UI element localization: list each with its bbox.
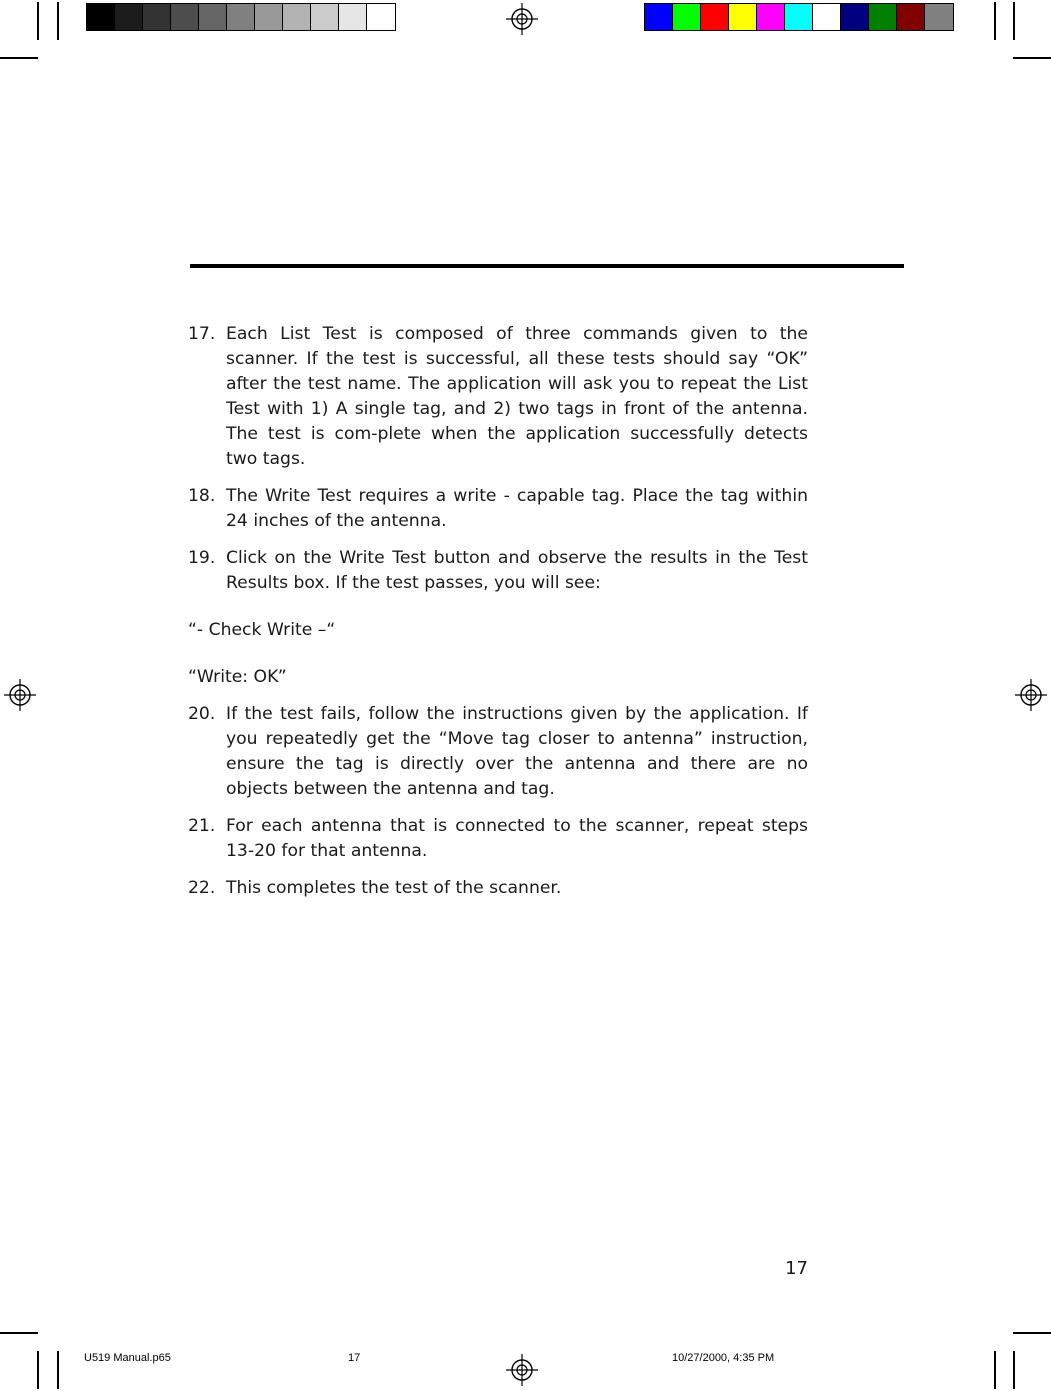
result-line: “- Check Write –“	[188, 620, 336, 640]
crop-mark	[57, 1351, 59, 1389]
list-item	[188, 814, 808, 864]
grayscale-bar	[86, 3, 396, 31]
crop-mark	[37, 2, 39, 40]
registration-mark-icon	[506, 1354, 538, 1386]
list-item	[188, 484, 808, 534]
slug-page: 17	[348, 1352, 361, 1364]
color-swatch	[199, 4, 227, 30]
color-swatch	[785, 4, 813, 30]
step-text: This completes the test of the scanner.	[226, 878, 562, 898]
color-swatch	[673, 4, 701, 30]
crop-mark	[57, 2, 59, 40]
color-swatch	[171, 4, 199, 30]
crop-mark	[1013, 2, 1015, 40]
step-number: 18.	[188, 486, 216, 506]
color-swatch	[813, 4, 841, 30]
list-item	[188, 322, 808, 472]
crop-mark	[994, 1351, 996, 1389]
color-bar	[644, 3, 954, 31]
registration-mark-icon	[4, 679, 36, 711]
slug-timestamp: 10/27/2000, 4:35 PM	[672, 1352, 775, 1364]
step-number: 20.	[188, 704, 216, 724]
color-swatch	[283, 4, 311, 30]
registration-mark-icon	[1015, 679, 1047, 711]
color-swatch	[841, 4, 869, 30]
header-rule	[190, 264, 904, 268]
color-swatch	[115, 4, 143, 30]
step-text: For each antenna that is connected to the scanner, repeat steps 13-20 for that antenna.	[226, 816, 808, 861]
crop-mark	[1013, 57, 1051, 59]
list-item	[188, 702, 808, 802]
step-text: Click on the Write Test button and observe the results in the Test Results box. If the test passes, you will see:	[226, 548, 808, 593]
crop-mark	[0, 1332, 38, 1334]
registration-mark-icon	[506, 3, 538, 35]
color-swatch	[227, 4, 255, 30]
color-swatch	[869, 4, 897, 30]
slug-filename: U519 Manual.p65	[84, 1352, 171, 1364]
color-swatch	[143, 4, 171, 30]
crop-mark	[37, 1351, 39, 1389]
crop-mark	[1013, 1332, 1051, 1334]
page-number: 17	[785, 1258, 808, 1279]
step-number: 22.	[188, 878, 216, 898]
list-item	[188, 876, 808, 901]
color-swatch	[255, 4, 283, 30]
color-swatch	[367, 4, 395, 30]
page-body	[188, 322, 808, 913]
crop-mark	[1013, 1351, 1015, 1389]
color-swatch	[897, 4, 925, 30]
list-item	[188, 546, 808, 596]
color-swatch	[757, 4, 785, 30]
step-text: Each List Test is composed of three commands given to the scanner. If the test is successful, all these tests should say “OK” after the test name. The application will ask you to repeat the List Test with 1) A single tag, and 2) two tags in front of the antenna. The test is com-plete when the application successfully detects two tags.	[226, 324, 808, 469]
color-swatch	[925, 4, 953, 30]
step-text: The Write Test requires a write - capable tag. Place the tag within 24 inches of the antenna.	[226, 486, 808, 531]
color-swatch	[701, 4, 729, 30]
step-number: 19.	[188, 548, 216, 568]
crop-mark	[994, 2, 996, 40]
color-swatch	[729, 4, 757, 30]
step-number: 21.	[188, 816, 216, 836]
step-number: 17.	[188, 324, 216, 344]
crop-mark	[0, 57, 38, 59]
color-swatch	[339, 4, 367, 30]
step-text: If the test fails, follow the instructions given by the application. If you repeatedly get the “Move tag closer to antenna” instruction, ensure the tag is directly over the antenna and there are no objects between the antenna and tag.	[226, 704, 808, 799]
color-swatch	[87, 4, 115, 30]
color-swatch	[311, 4, 339, 30]
result-line: “Write: OK”	[188, 667, 287, 687]
color-swatch	[645, 4, 673, 30]
